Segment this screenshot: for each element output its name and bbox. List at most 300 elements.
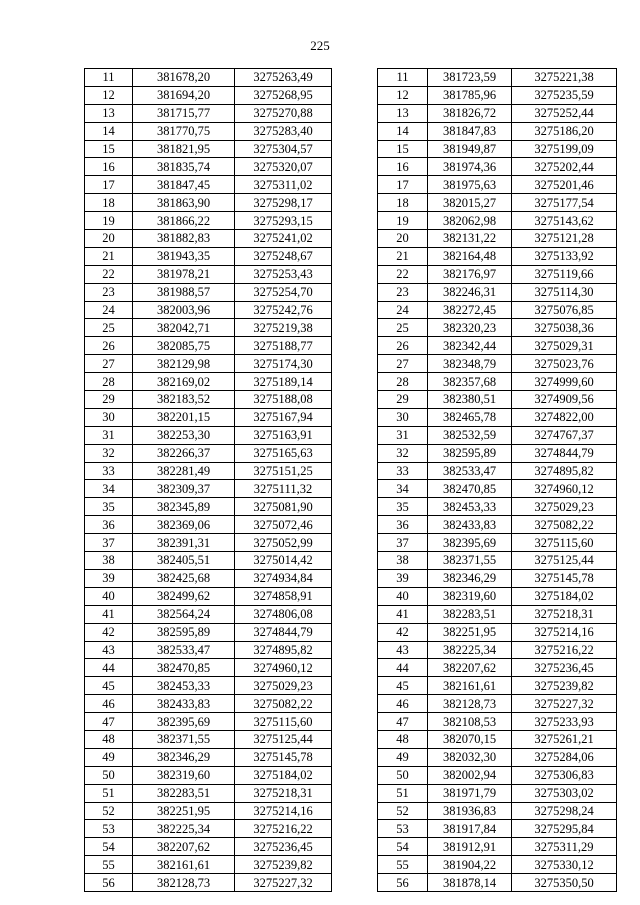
table-row [378,695,617,713]
table-row [85,480,332,498]
y-coordinate-cell: 3275221,38 [512,69,617,87]
y-coordinate-cell: 3275121,28 [512,230,617,248]
point-number-cell: 43 [85,641,133,659]
table-row [378,552,617,570]
y-coordinate-cell: 3275165,63 [235,444,332,462]
table-row [85,605,332,623]
table-row [378,766,617,784]
y-coordinate-cell: 3275330,12 [512,856,617,874]
y-coordinate-cell: 3275236,45 [235,838,332,856]
y-coordinate-cell: 3274844,79 [235,623,332,641]
x-coordinate-cell: 382085,75 [133,337,235,355]
y-coordinate-cell: 3275201,46 [512,176,617,194]
x-coordinate-cell: 381847,45 [133,176,235,194]
table-row [85,534,332,552]
x-coordinate-cell: 382183,52 [133,391,235,409]
table-row [378,176,617,194]
x-coordinate-cell: 382380,51 [428,391,512,409]
table-row [85,838,332,856]
x-coordinate-cell: 381826,72 [428,104,512,122]
point-number-cell: 17 [378,176,428,194]
x-coordinate-cell: 382070,15 [428,730,512,748]
point-number-cell: 16 [378,158,428,176]
y-coordinate-cell: 3275233,93 [512,713,617,731]
table-row [85,713,332,731]
y-coordinate-cell: 3274806,08 [235,605,332,623]
x-coordinate-cell: 382405,51 [133,552,235,570]
table-row [85,283,332,301]
y-coordinate-cell: 3275214,16 [512,623,617,641]
point-number-cell: 28 [85,373,133,391]
point-number-cell: 40 [85,587,133,605]
point-number-cell: 27 [85,355,133,373]
table-row [85,856,332,874]
x-coordinate-cell: 382283,51 [133,784,235,802]
y-coordinate-cell: 3275306,83 [512,766,617,784]
x-coordinate-cell: 381943,35 [133,247,235,265]
x-coordinate-cell: 382425,68 [133,569,235,587]
y-coordinate-cell: 3275115,60 [235,713,332,731]
coordinates-table-right [377,68,617,892]
point-number-cell: 42 [378,623,428,641]
point-number-cell: 33 [85,462,133,480]
x-coordinate-cell: 382015,27 [428,194,512,212]
point-number-cell: 51 [85,784,133,802]
table-row [378,462,617,480]
x-coordinate-cell: 381882,83 [133,230,235,248]
table-row [85,69,332,87]
point-number-cell: 37 [85,534,133,552]
y-coordinate-cell: 3275023,76 [512,355,617,373]
y-coordinate-cell: 3275111,32 [235,480,332,498]
table-row [85,265,332,283]
table-row [378,534,617,552]
x-coordinate-cell: 382470,85 [133,659,235,677]
table-row [378,516,617,534]
point-number-cell: 24 [85,301,133,319]
table-row [85,516,332,534]
point-number-cell: 50 [378,766,428,784]
table-row [85,748,332,766]
table-row [85,355,332,373]
point-number-cell: 14 [85,122,133,140]
point-number-cell: 20 [85,230,133,248]
table-row [85,230,332,248]
y-coordinate-cell: 3275304,57 [235,140,332,158]
point-number-cell: 45 [85,677,133,695]
point-number-cell: 41 [378,605,428,623]
y-coordinate-cell: 3275350,50 [512,874,617,892]
table-row [85,462,332,480]
point-number-cell: 38 [85,552,133,570]
x-coordinate-cell: 382161,61 [133,856,235,874]
point-number-cell: 37 [378,534,428,552]
table-row [378,408,617,426]
y-coordinate-cell: 3275263,49 [235,69,332,87]
table-row [85,802,332,820]
point-number-cell: 13 [85,104,133,122]
point-number-cell: 54 [85,838,133,856]
table-row [85,86,332,104]
point-number-cell: 30 [85,408,133,426]
y-coordinate-cell: 3275029,23 [512,498,617,516]
y-coordinate-cell: 3275143,62 [512,212,617,230]
y-coordinate-cell: 3275298,24 [512,802,617,820]
table-row [378,230,617,248]
y-coordinate-cell: 3275227,32 [235,874,332,892]
table-row [378,838,617,856]
table-row [85,337,332,355]
point-number-cell: 44 [378,659,428,677]
x-coordinate-cell: 382499,62 [133,587,235,605]
x-coordinate-cell: 381723,59 [428,69,512,87]
y-coordinate-cell: 3275254,70 [235,283,332,301]
table-row [85,659,332,677]
x-coordinate-cell: 381912,91 [428,838,512,856]
table-row [378,194,617,212]
table-row [378,122,617,140]
x-coordinate-cell: 382176,97 [428,265,512,283]
x-coordinate-cell: 381936,83 [428,802,512,820]
y-coordinate-cell: 3275293,15 [235,212,332,230]
y-coordinate-cell: 3275133,92 [512,247,617,265]
x-coordinate-cell: 382128,73 [133,874,235,892]
table-row [378,265,617,283]
x-coordinate-cell: 382433,83 [428,516,512,534]
x-coordinate-cell: 382108,53 [428,713,512,731]
point-number-cell: 29 [378,391,428,409]
point-number-cell: 24 [378,301,428,319]
y-coordinate-cell: 3274934,84 [235,569,332,587]
y-coordinate-cell: 3275303,02 [512,784,617,802]
y-coordinate-cell: 3275082,22 [235,695,332,713]
point-number-cell: 53 [378,820,428,838]
point-number-cell: 42 [85,623,133,641]
point-number-cell: 20 [378,230,428,248]
table-row [378,337,617,355]
x-coordinate-cell: 382319,60 [133,766,235,784]
table-row [85,247,332,265]
y-coordinate-cell: 3275184,02 [512,587,617,605]
point-number-cell: 25 [378,319,428,337]
point-number-cell: 46 [378,695,428,713]
y-coordinate-cell: 3275038,36 [512,319,617,337]
point-number-cell: 15 [378,140,428,158]
y-coordinate-cell: 3275270,88 [235,104,332,122]
x-coordinate-cell: 382042,71 [133,319,235,337]
x-coordinate-cell: 382391,31 [133,534,235,552]
y-coordinate-cell: 3275174,30 [235,355,332,373]
x-coordinate-cell: 382201,15 [133,408,235,426]
table-row [85,498,332,516]
table-row [85,212,332,230]
y-coordinate-cell: 3274960,12 [235,659,332,677]
coordinates-table-left [84,68,332,892]
y-coordinate-cell: 3275284,06 [512,748,617,766]
y-coordinate-cell: 3275216,22 [235,820,332,838]
y-coordinate-cell: 3275298,17 [235,194,332,212]
table-row [378,802,617,820]
y-coordinate-cell: 3275242,76 [235,301,332,319]
y-coordinate-cell: 3274999,60 [512,373,617,391]
table-row [378,283,617,301]
x-coordinate-cell: 382207,62 [133,838,235,856]
point-number-cell: 36 [378,516,428,534]
table-row [85,301,332,319]
y-coordinate-cell: 3275029,23 [235,677,332,695]
y-coordinate-cell: 3275283,40 [235,122,332,140]
y-coordinate-cell: 3274822,00 [512,408,617,426]
y-coordinate-cell: 3275235,59 [512,86,617,104]
x-coordinate-cell: 382357,68 [428,373,512,391]
point-number-cell: 13 [378,104,428,122]
point-number-cell: 39 [85,569,133,587]
y-coordinate-cell: 3275268,95 [235,86,332,104]
y-coordinate-cell: 3275014,42 [235,552,332,570]
x-coordinate-cell: 381678,20 [133,69,235,87]
table-row [378,659,617,677]
table-row [85,176,332,194]
y-coordinate-cell: 3275216,22 [512,641,617,659]
y-coordinate-cell: 3275320,07 [235,158,332,176]
x-coordinate-cell: 382281,49 [133,462,235,480]
table-row [85,874,332,892]
table-row [85,766,332,784]
x-coordinate-cell: 381866,22 [133,212,235,230]
x-coordinate-cell: 382371,55 [428,552,512,570]
point-number-cell: 19 [85,212,133,230]
y-coordinate-cell: 3275239,82 [235,856,332,874]
point-number-cell: 45 [378,677,428,695]
x-coordinate-cell: 382595,89 [133,623,235,641]
point-number-cell: 41 [85,605,133,623]
table-row [378,677,617,695]
point-number-cell: 46 [85,695,133,713]
point-number-cell: 49 [85,748,133,766]
table-row [378,569,617,587]
y-coordinate-cell: 3275188,77 [235,337,332,355]
y-coordinate-cell: 3275219,38 [235,319,332,337]
table-row [85,820,332,838]
table-row [85,444,332,462]
x-coordinate-cell: 382246,31 [428,283,512,301]
point-number-cell: 34 [85,480,133,498]
x-coordinate-cell: 382251,95 [133,802,235,820]
y-coordinate-cell: 3275076,85 [512,301,617,319]
point-number-cell: 51 [378,784,428,802]
x-coordinate-cell: 381971,79 [428,784,512,802]
x-coordinate-cell: 382225,34 [428,641,512,659]
point-number-cell: 40 [378,587,428,605]
table-row [378,874,617,892]
y-coordinate-cell: 3275145,78 [235,748,332,766]
point-number-cell: 50 [85,766,133,784]
y-coordinate-cell: 3275295,84 [512,820,617,838]
table-row [85,408,332,426]
x-coordinate-cell: 382533,47 [133,641,235,659]
y-coordinate-cell: 3274767,37 [512,426,617,444]
x-coordinate-cell: 381917,84 [428,820,512,838]
table-row [378,820,617,838]
table-row [85,623,332,641]
y-coordinate-cell: 3275151,25 [235,462,332,480]
y-coordinate-cell: 3275311,02 [235,176,332,194]
table-row [378,498,617,516]
y-coordinate-cell: 3275311,29 [512,838,617,856]
x-coordinate-cell: 381770,75 [133,122,235,140]
x-coordinate-cell: 381878,14 [428,874,512,892]
table-row [378,623,617,641]
x-coordinate-cell: 382470,85 [428,480,512,498]
y-coordinate-cell: 3275167,94 [235,408,332,426]
x-coordinate-cell: 382272,45 [428,301,512,319]
point-number-cell: 34 [378,480,428,498]
y-coordinate-cell: 3275119,66 [512,265,617,283]
point-number-cell: 48 [85,730,133,748]
x-coordinate-cell: 382371,55 [133,730,235,748]
point-number-cell: 16 [85,158,133,176]
table-row [85,569,332,587]
point-number-cell: 35 [378,498,428,516]
point-number-cell: 53 [85,820,133,838]
y-coordinate-cell: 3274960,12 [512,480,617,498]
y-coordinate-cell: 3275227,32 [512,695,617,713]
y-coordinate-cell: 3275241,02 [235,230,332,248]
table-row [85,587,332,605]
y-coordinate-cell: 3275177,54 [512,194,617,212]
table-row [85,730,332,748]
x-coordinate-cell: 382453,33 [428,498,512,516]
point-number-cell: 39 [378,569,428,587]
table-row [378,641,617,659]
x-coordinate-cell: 382283,51 [428,605,512,623]
table-row [85,784,332,802]
y-coordinate-cell: 3275125,44 [512,552,617,570]
x-coordinate-cell: 382131,22 [428,230,512,248]
x-coordinate-cell: 382002,94 [428,766,512,784]
point-number-cell: 55 [378,856,428,874]
x-coordinate-cell: 381974,36 [428,158,512,176]
y-coordinate-cell: 3275202,44 [512,158,617,176]
x-coordinate-cell: 382164,48 [428,247,512,265]
point-number-cell: 21 [378,247,428,265]
point-number-cell: 31 [378,426,428,444]
table-row [378,104,617,122]
x-coordinate-cell: 381988,57 [133,283,235,301]
table-row [85,373,332,391]
y-coordinate-cell: 3274844,79 [512,444,617,462]
table-row [378,748,617,766]
table-row [378,605,617,623]
x-coordinate-cell: 382062,98 [428,212,512,230]
x-coordinate-cell: 381904,22 [428,856,512,874]
point-number-cell: 38 [378,552,428,570]
table-row [378,355,617,373]
point-number-cell: 52 [378,802,428,820]
y-coordinate-cell: 3275252,44 [512,104,617,122]
y-coordinate-cell: 3275081,90 [235,498,332,516]
x-coordinate-cell: 382129,98 [133,355,235,373]
table-row [85,140,332,158]
table-row [378,587,617,605]
table-row [378,713,617,731]
y-coordinate-cell: 3275115,60 [512,534,617,552]
x-coordinate-cell: 381978,21 [133,265,235,283]
point-number-cell: 14 [378,122,428,140]
table-row [378,426,617,444]
x-coordinate-cell: 382128,73 [428,695,512,713]
y-coordinate-cell: 3275184,02 [235,766,332,784]
x-coordinate-cell: 382207,62 [428,659,512,677]
point-number-cell: 26 [378,337,428,355]
x-coordinate-cell: 382319,60 [428,587,512,605]
x-coordinate-cell: 382453,33 [133,677,235,695]
y-coordinate-cell: 3275072,46 [235,516,332,534]
x-coordinate-cell: 381694,20 [133,86,235,104]
point-number-cell: 44 [85,659,133,677]
point-number-cell: 26 [85,337,133,355]
point-number-cell: 28 [378,373,428,391]
x-coordinate-cell: 381715,77 [133,104,235,122]
table-row [378,212,617,230]
x-coordinate-cell: 382346,29 [428,569,512,587]
point-number-cell: 33 [378,462,428,480]
point-number-cell: 56 [378,874,428,892]
y-coordinate-cell: 3275261,21 [512,730,617,748]
table-row [85,391,332,409]
table-row [85,641,332,659]
point-number-cell: 27 [378,355,428,373]
table-row [378,373,617,391]
table-row [378,730,617,748]
point-number-cell: 17 [85,176,133,194]
point-number-cell: 32 [378,444,428,462]
y-coordinate-cell: 3275052,99 [235,534,332,552]
x-coordinate-cell: 382345,89 [133,498,235,516]
x-coordinate-cell: 382564,24 [133,605,235,623]
table-row [378,319,617,337]
point-number-cell: 47 [378,713,428,731]
point-number-cell: 15 [85,140,133,158]
y-coordinate-cell: 3275163,91 [235,426,332,444]
y-coordinate-cell: 3274895,82 [512,462,617,480]
x-coordinate-cell: 381821,95 [133,140,235,158]
x-coordinate-cell: 382266,37 [133,444,235,462]
point-number-cell: 29 [85,391,133,409]
point-number-cell: 55 [85,856,133,874]
point-number-cell: 12 [85,86,133,104]
table-row [85,695,332,713]
y-coordinate-cell: 3275029,31 [512,337,617,355]
point-number-cell: 22 [85,265,133,283]
table-row [378,140,617,158]
table-row [378,301,617,319]
point-number-cell: 56 [85,874,133,892]
point-number-cell: 43 [378,641,428,659]
x-coordinate-cell: 381785,96 [428,86,512,104]
point-number-cell: 48 [378,730,428,748]
point-number-cell: 19 [378,212,428,230]
table-row [378,856,617,874]
table-row [378,86,617,104]
x-coordinate-cell: 382395,69 [133,713,235,731]
y-coordinate-cell: 3275248,67 [235,247,332,265]
y-coordinate-cell: 3275199,09 [512,140,617,158]
table-row [85,319,332,337]
table-row [378,391,617,409]
y-coordinate-cell: 3275218,31 [235,784,332,802]
point-number-cell: 25 [85,319,133,337]
